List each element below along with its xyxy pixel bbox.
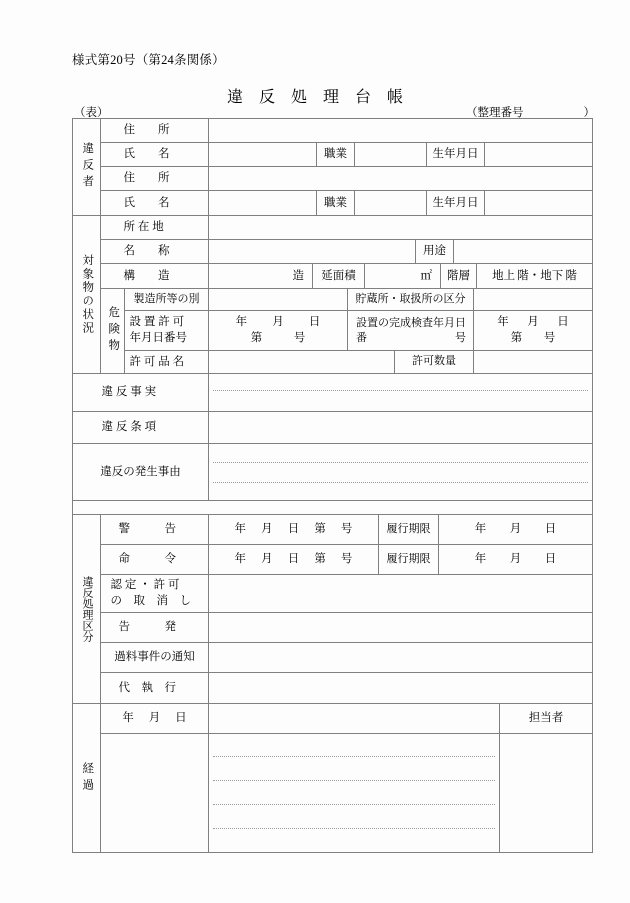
- rule-line: [213, 482, 588, 483]
- structure-unit: 造: [292, 269, 304, 282]
- label-text: 氏 名: [123, 148, 170, 161]
- progress-side-label: 経過: [73, 704, 101, 852]
- warning-no-suffix: 号: [340, 523, 353, 536]
- hazardous-row-item: [125, 351, 592, 373]
- disposition-row-order: [101, 545, 592, 575]
- revoke-label-lines: [107, 578, 203, 609]
- violator-occupation-input-2[interactable]: [355, 191, 427, 215]
- rule-line: [213, 390, 588, 391]
- inspection-month-label: 月: [527, 315, 539, 328]
- hazardous-row-permit: [125, 311, 592, 351]
- label-text: 命 令: [118, 553, 176, 566]
- violator-occupation-label-2: 職業: [317, 191, 355, 215]
- violator-row-address-1: [101, 119, 592, 143]
- progress-year-label: 年: [122, 712, 134, 725]
- disposition-row-revoke: [101, 575, 592, 613]
- warning-date-input[interactable]: [209, 515, 379, 544]
- warning-deadline-slots: [439, 522, 592, 536]
- permit-label-line1: 設 置 許 可: [129, 315, 185, 328]
- warning-deadline-label: 履行期限: [379, 515, 439, 544]
- violation-fact-input[interactable]: [209, 374, 592, 411]
- permit-year-label: 年: [235, 315, 248, 328]
- hazardous-qty-input[interactable]: [474, 351, 592, 373]
- permit-label-line2: 年月日番号: [129, 331, 187, 344]
- label-text: 代 執 行: [118, 681, 176, 694]
- order-day-label: 日: [287, 553, 300, 566]
- disposition-row-warning: [101, 515, 592, 545]
- order-month-label: 月: [261, 553, 273, 566]
- progress-content-input[interactable]: [209, 734, 500, 852]
- target-row-structure: [101, 264, 592, 288]
- main-form-table: [72, 118, 593, 853]
- target-name-label: [101, 240, 209, 263]
- violator-row-name-2: [101, 191, 592, 215]
- hazardous-permit-input[interactable]: [209, 311, 348, 350]
- target-structure-input[interactable]: [209, 264, 313, 288]
- order-no-suffix: 号: [340, 553, 353, 566]
- violation-fact-label: [73, 374, 209, 411]
- order-deadline-year: 年: [474, 553, 487, 566]
- permit-no-prefix: 第: [250, 331, 263, 344]
- hazardous-qty-label: 許可数量: [395, 351, 474, 373]
- violation-fact-row: [73, 374, 592, 412]
- hazardous-manufacture-label: 製造所等の別: [125, 289, 209, 310]
- target-side-label: 対象物の状況: [73, 216, 101, 373]
- warning-month-label: 月: [261, 523, 273, 536]
- violation-cause-label: 違反の発生事由: [73, 444, 209, 500]
- section-spacer: [73, 501, 592, 515]
- side-mark: （表）: [74, 107, 109, 119]
- progress-date-slots: [101, 711, 208, 725]
- hazardous-inspection-input[interactable]: [474, 311, 592, 350]
- permit-date-slots: [209, 315, 347, 346]
- progress-content-header: [209, 704, 500, 733]
- label-text: 許 可 品 名: [129, 355, 185, 368]
- floors-below-label: 階・地下: [517, 269, 564, 282]
- revoke-label-line2: の 取 消 し: [110, 594, 191, 607]
- warning-deadline-input[interactable]: [439, 515, 592, 544]
- warning-date-slots: [209, 522, 378, 536]
- order-deadline-slots: [439, 552, 592, 566]
- target-use-input[interactable]: [454, 240, 592, 263]
- progress-header-row: [101, 704, 592, 734]
- inspection-date-slots: [474, 315, 592, 346]
- permit-day-label: 日: [308, 315, 321, 328]
- spacer-cell: [73, 501, 592, 514]
- progress-person-label: 担当者: [528, 712, 564, 725]
- accusation-input[interactable]: [209, 613, 592, 642]
- revoke-input[interactable]: [209, 575, 592, 612]
- label-text: 告 発: [118, 621, 176, 634]
- penalty-input[interactable]: [209, 643, 592, 672]
- hazardous-item-label: [125, 351, 209, 373]
- target-name-input[interactable]: [209, 240, 416, 263]
- progress-body-row: [101, 734, 592, 852]
- warning-deadline-year: 年: [474, 523, 487, 536]
- inspection-year-label: 年: [497, 315, 509, 328]
- label-text: 氏 名: [123, 196, 170, 209]
- permit-date-row: [209, 315, 347, 331]
- rule-line: [213, 462, 588, 463]
- hazardous-item-input[interactable]: [209, 351, 395, 373]
- violator-birth-input-1[interactable]: [485, 143, 592, 166]
- inspection-label-lines: [356, 316, 466, 346]
- inspection-label-line1: 設置の完成検査年月日: [356, 316, 466, 329]
- progress-date-header: [101, 704, 209, 733]
- label-text: 違 反 事 実: [101, 386, 157, 399]
- hazardous-permit-label: [125, 311, 209, 350]
- inspection-date-row: [474, 315, 592, 331]
- violator-name-input-2[interactable]: [209, 191, 317, 215]
- disposition-side-label: 違反処理区分: [73, 515, 101, 703]
- label-text: 所 在 地: [123, 221, 164, 234]
- inspection-no-prefix: 番: [356, 331, 367, 344]
- violator-section: [73, 119, 592, 216]
- permit-number-row: [209, 331, 347, 347]
- violation-clause-label: [73, 412, 209, 443]
- penalty-label: 過料事件の通知: [101, 643, 209, 672]
- target-floors-label: 階層: [441, 264, 477, 288]
- violation-cause-row: [73, 444, 592, 501]
- order-date-slots: [209, 552, 378, 566]
- substitute-label: [101, 673, 209, 703]
- violator-occupation-input-1[interactable]: [355, 143, 427, 166]
- floors-unit-label: 階: [565, 269, 577, 282]
- violator-name-label-1: [101, 143, 209, 166]
- disposition-section: [73, 515, 592, 704]
- floors-slots: [477, 269, 592, 283]
- hazardous-section: [101, 288, 592, 373]
- violator-address-label-1: [101, 119, 209, 142]
- target-location-input[interactable]: [209, 216, 592, 239]
- permit-label-lines: [126, 315, 208, 346]
- hazardous-side-label: 危険物: [101, 289, 125, 373]
- rule-line: [213, 804, 495, 805]
- inspection-label-line2: [356, 331, 466, 346]
- form-number: 様式第20号（第24条関係）: [72, 53, 225, 67]
- inspection-no2-suffix: 号: [543, 331, 556, 344]
- target-location-label: [101, 216, 209, 239]
- label-text: 名 称: [123, 245, 170, 258]
- order-deadline-label: 履行期限: [379, 545, 439, 574]
- rule-line: [213, 780, 495, 781]
- order-year-label: 年: [234, 553, 247, 566]
- label-text: 住 所: [123, 172, 170, 185]
- violation-clause-input[interactable]: [209, 412, 592, 443]
- target-section: [73, 216, 592, 374]
- progress-day-label: 日: [175, 712, 187, 725]
- target-structure-label: [101, 264, 209, 288]
- violator-address-input-2[interactable]: [209, 167, 592, 190]
- target-area-input[interactable]: [365, 264, 441, 288]
- rule-line: [213, 828, 495, 829]
- progress-month-label: 月: [148, 712, 161, 725]
- violator-birth-label-2: 生年月日: [427, 191, 485, 215]
- warning-no-prefix: 第: [314, 523, 326, 536]
- target-area-label: 延面積: [313, 264, 365, 288]
- violator-row-address-2: [101, 167, 592, 191]
- floors-above-label: 地上: [492, 269, 516, 282]
- violation-cause-input[interactable]: [209, 444, 592, 500]
- violator-birth-input-2[interactable]: [485, 191, 592, 215]
- inspection-no-suffix: 号: [455, 331, 466, 344]
- disposition-row-accusation: [101, 613, 592, 643]
- violator-row-name-1: [101, 143, 592, 167]
- violation-clause-row: [73, 412, 592, 444]
- label-text: 構 造: [123, 269, 170, 282]
- hazardous-manufacture-input[interactable]: [209, 289, 348, 310]
- target-row-location: [101, 216, 592, 240]
- warning-deadline-day: 日: [544, 523, 557, 536]
- warning-label: [101, 515, 209, 544]
- reference-number-close: ）: [583, 107, 595, 119]
- order-deadline-month: 月: [509, 553, 522, 566]
- warning-deadline-month: 月: [509, 523, 522, 536]
- rule-line: [213, 756, 495, 757]
- order-deadline-day: 日: [544, 553, 557, 566]
- violator-name-label-2: [101, 191, 209, 215]
- order-deadline-input[interactable]: [439, 545, 592, 574]
- order-date-input[interactable]: [209, 545, 379, 574]
- hazardous-storage-label: 貯蔵所・取扱所の区分: [348, 289, 474, 310]
- label-text: 違 反 条 項: [101, 421, 157, 434]
- revoke-label: [101, 575, 209, 612]
- progress-date-input[interactable]: [101, 734, 209, 852]
- target-row-name: [101, 240, 592, 264]
- progress-person-input[interactable]: [500, 734, 592, 852]
- violator-occupation-label-1: 職業: [317, 143, 355, 166]
- target-use-label: 用途: [416, 240, 454, 263]
- label-text: 警 告: [118, 523, 176, 536]
- violator-address-label-2: [101, 167, 209, 190]
- progress-section: [73, 704, 592, 852]
- violator-address-input-1[interactable]: [209, 119, 592, 142]
- page-title: 違 反 処 理 台 帳: [226, 89, 409, 106]
- hazardous-inspection-label: [348, 311, 474, 350]
- warning-day-label: 日: [287, 523, 300, 536]
- reference-number-label: （整理番号: [466, 107, 524, 119]
- inspection-no2-prefix: 第: [510, 331, 523, 344]
- hazardous-storage-input[interactable]: [474, 289, 592, 310]
- order-no-prefix: 第: [314, 553, 326, 566]
- permit-no-suffix: 号: [293, 331, 306, 344]
- area-unit: ㎡: [420, 269, 432, 282]
- inspection-number-row: [474, 331, 592, 347]
- revoke-label-line1: 認 定 ・ 許 可: [110, 578, 180, 591]
- hazardous-row-type: [125, 289, 592, 311]
- inspection-day-label: 日: [557, 315, 569, 328]
- disposition-row-penalty: [101, 643, 592, 673]
- accusation-label: [101, 613, 209, 642]
- disposition-row-substitute: [101, 673, 592, 703]
- order-label: [101, 545, 209, 574]
- violator-birth-label-1: 生年月日: [427, 143, 485, 166]
- substitute-input[interactable]: [209, 673, 592, 703]
- target-floors-input[interactable]: [477, 264, 592, 288]
- label-text: 住 所: [123, 124, 170, 137]
- violator-side-label: 違反者: [73, 119, 101, 215]
- warning-year-label: 年: [234, 523, 247, 536]
- permit-month-label: 月: [272, 315, 284, 328]
- violator-name-input-1[interactable]: [209, 143, 317, 166]
